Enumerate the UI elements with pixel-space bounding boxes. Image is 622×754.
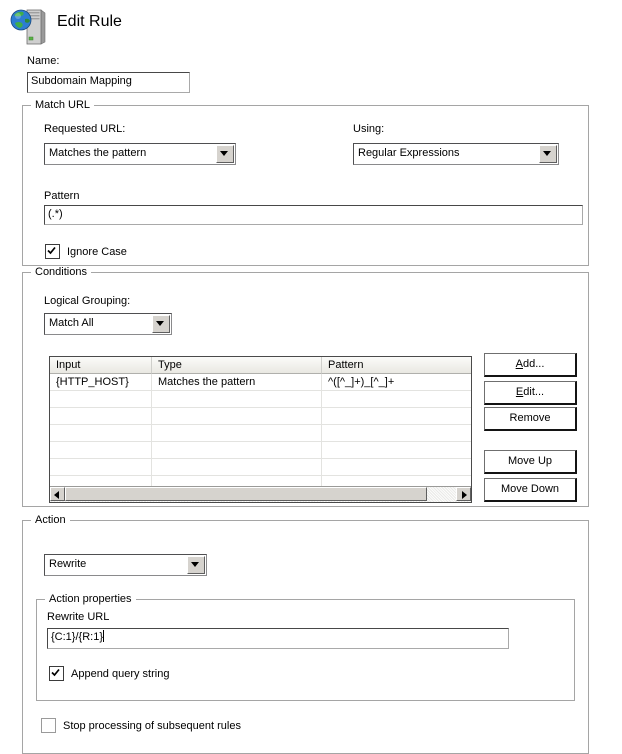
conditions-table[interactable] bbox=[49, 356, 472, 503]
using-select[interactable] bbox=[353, 143, 559, 165]
match-url-group bbox=[22, 99, 589, 266]
append-query-string-checkbox[interactable] bbox=[49, 666, 64, 681]
name-input[interactable] bbox=[27, 72, 190, 93]
action-type-select[interactable] bbox=[44, 554, 207, 576]
table-row[interactable] bbox=[50, 374, 471, 391]
name-label: Name: bbox=[27, 55, 60, 67]
action-properties-legend: Action properties bbox=[45, 593, 136, 605]
remove-button[interactable] bbox=[484, 407, 577, 431]
logical-grouping-select[interactable] bbox=[44, 313, 172, 335]
edit-button[interactable] bbox=[484, 381, 577, 405]
append-query-string-row bbox=[49, 666, 169, 681]
scrollbar-track[interactable] bbox=[427, 487, 456, 502]
action-type-value: Rewrite bbox=[49, 558, 87, 570]
ignore-case-label: Ignore Case bbox=[67, 245, 127, 258]
name-input-value: Subdomain Mapping bbox=[31, 75, 132, 87]
conditions-table-header bbox=[50, 357, 471, 374]
column-header-pattern[interactable]: Pattern bbox=[322, 357, 471, 374]
add-button-label: Add... bbox=[515, 358, 545, 370]
conditions-legend: Conditions bbox=[31, 266, 91, 278]
chevron-down-icon[interactable] bbox=[216, 145, 234, 163]
match-url-legend: Match URL bbox=[31, 99, 94, 111]
chevron-down-icon[interactable] bbox=[187, 556, 205, 574]
empty-table-row bbox=[50, 459, 471, 476]
using-label: Using: bbox=[353, 123, 385, 135]
requested-url-select[interactable] bbox=[44, 143, 236, 165]
stop-processing-label: Stop processing of subsequent rules bbox=[63, 719, 241, 732]
rewrite-url-input[interactable] bbox=[47, 628, 509, 649]
ignore-case-checkbox[interactable] bbox=[45, 244, 60, 259]
rewrite-url-label: Rewrite URL bbox=[47, 611, 110, 623]
iis-url-rewrite-icon bbox=[10, 7, 50, 47]
pattern-label: Pattern bbox=[44, 190, 80, 202]
cell-pattern: ^([^_]+)_[^_]+ bbox=[322, 374, 471, 391]
empty-table-row bbox=[50, 391, 471, 408]
scroll-left-arrow-icon[interactable] bbox=[50, 487, 65, 501]
column-header-input[interactable]: Input bbox=[50, 357, 152, 374]
cell-type: Matches the pattern bbox=[152, 374, 322, 391]
rewrite-url-value: {C:1}/{R:1} bbox=[51, 631, 103, 643]
chevron-down-icon[interactable] bbox=[152, 315, 170, 333]
move-down-button-label: Move Down bbox=[500, 483, 560, 495]
requested-url-value: Matches the pattern bbox=[49, 147, 147, 159]
text-caret bbox=[103, 630, 104, 642]
move-up-button-label: Move Up bbox=[507, 455, 553, 467]
append-query-string-label: Append query string bbox=[71, 667, 170, 680]
empty-table-row bbox=[50, 425, 471, 442]
cell-input: {HTTP_HOST} bbox=[50, 374, 152, 391]
action-group bbox=[22, 514, 589, 754]
stop-processing-checkbox[interactable] bbox=[41, 718, 56, 733]
remove-button-label: Remove bbox=[509, 412, 551, 424]
pattern-input[interactable] bbox=[44, 205, 583, 225]
conditions-group bbox=[22, 266, 589, 507]
ignore-case-row bbox=[45, 244, 127, 259]
add-button[interactable] bbox=[484, 353, 577, 377]
pattern-input-value: (.*) bbox=[48, 208, 63, 220]
horizontal-scrollbar[interactable] bbox=[50, 486, 471, 502]
chevron-down-icon[interactable] bbox=[539, 145, 557, 163]
scroll-right-arrow-icon[interactable] bbox=[456, 487, 471, 501]
empty-table-row bbox=[50, 442, 471, 459]
logical-grouping-value: Match All bbox=[49, 317, 94, 329]
stop-processing-row bbox=[41, 718, 241, 733]
action-properties-group bbox=[36, 593, 575, 701]
move-up-button[interactable] bbox=[484, 450, 577, 474]
page-title: Edit Rule bbox=[57, 13, 122, 30]
empty-table-row bbox=[50, 408, 471, 425]
action-legend: Action bbox=[31, 514, 70, 526]
column-header-type[interactable]: Type bbox=[152, 357, 322, 374]
using-value: Regular Expressions bbox=[358, 147, 460, 159]
requested-url-label: Requested URL: bbox=[44, 123, 126, 135]
scrollbar-thumb[interactable] bbox=[65, 487, 427, 501]
logical-grouping-label: Logical Grouping: bbox=[44, 295, 131, 307]
move-down-button[interactable] bbox=[484, 478, 577, 502]
edit-button-label: Edit... bbox=[515, 386, 545, 398]
